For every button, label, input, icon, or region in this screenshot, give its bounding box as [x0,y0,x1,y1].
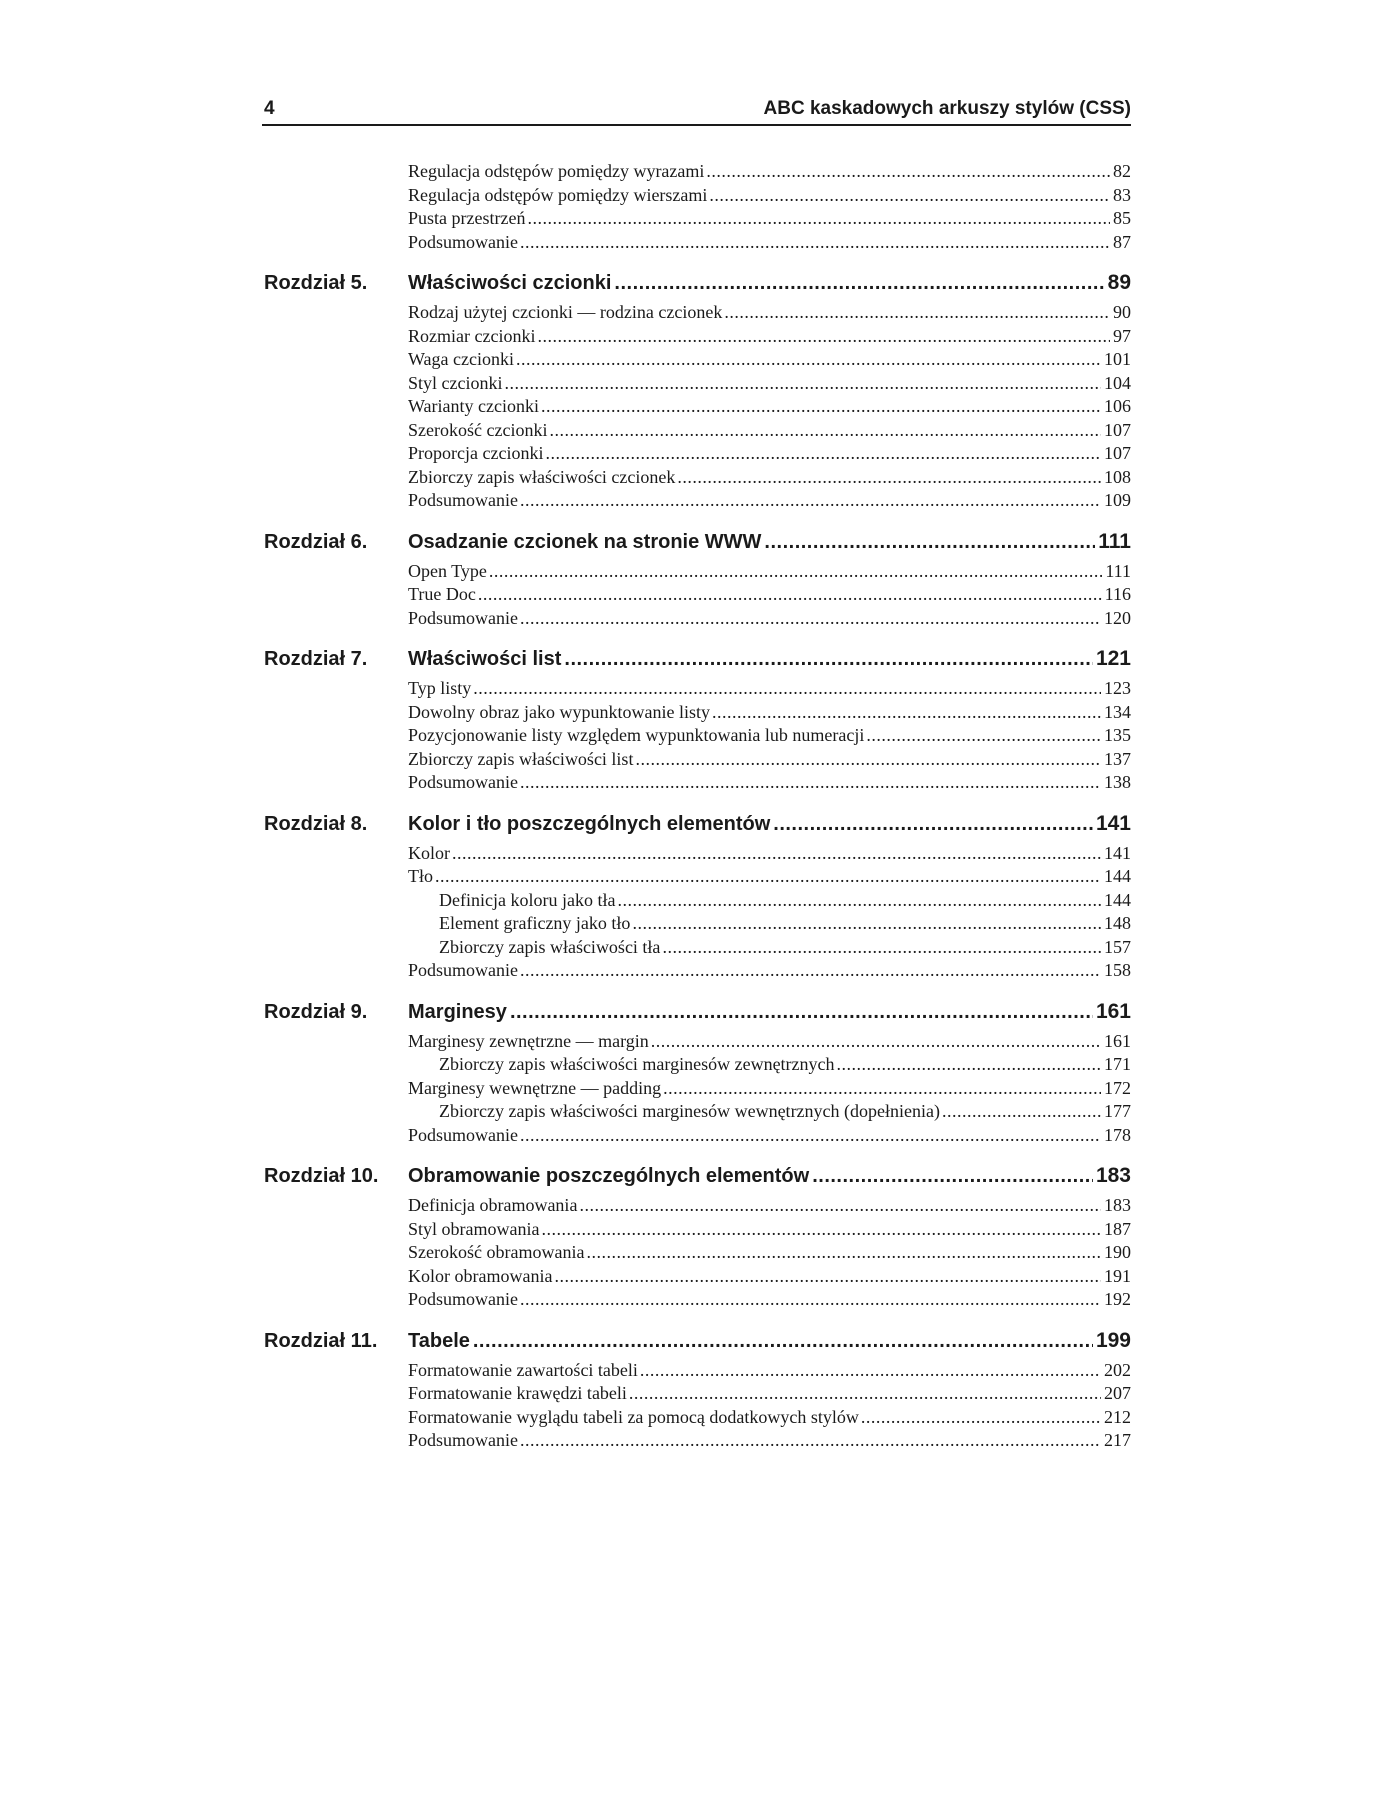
dot-leader [640,1359,1101,1383]
dot-leader [651,1030,1101,1054]
chapter-page-number: 161 [1095,999,1131,1023]
toc-entry [262,583,1131,607]
entry-page-number: 138 [1104,772,1131,792]
chapter-label: Rozdział 11. [264,1329,378,1352]
entry-title: Typ listy [408,678,472,698]
chapter-label: Rozdział 6. [264,530,368,553]
entry-title: Pusta przestrzeń [408,208,526,228]
entry-title: Zbiorczy zapis właściwości tła [439,936,661,957]
entry-page-number: 177 [1104,1101,1131,1121]
toc-subentry [262,1053,1131,1077]
entry-page-number: 104 [1104,372,1131,393]
entry-page-number: 171 [1104,1054,1131,1074]
dot-leader [617,889,1101,913]
toc-entry [262,1030,1131,1054]
entry-page-number: 172 [1104,1077,1131,1098]
chapter-title: Właściwości list [408,648,562,670]
dot-leader [549,419,1101,443]
dot-leader [942,1100,1101,1124]
entry-page-number: 161 [1104,1030,1131,1051]
dot-leader [866,724,1101,748]
entry-page-number: 101 [1104,349,1131,369]
dot-leader [473,677,1101,701]
chapter-label: Rozdział 9. [264,1000,368,1023]
dot-leader [541,395,1101,419]
entry-page-number: 141 [1104,842,1131,863]
entry-title: Podsumowanie [408,772,518,792]
entry-page-number: 111 [1105,560,1131,581]
entry-page-number: 157 [1104,936,1131,957]
toc-subentry [262,912,1131,936]
entry-title: Kolor obramowania [408,1265,553,1286]
dot-leader [478,583,1102,607]
dot-leader [724,301,1110,325]
toc-entry [262,1288,1131,1312]
entry-page-number: 192 [1104,1289,1131,1309]
dot-leader [489,560,1102,584]
dot-leader [677,466,1101,490]
dot-leader [662,936,1101,960]
entry-page-number: 134 [1104,701,1131,722]
dot-leader [764,527,1095,557]
entry-page-number: 191 [1104,1265,1131,1286]
dot-leader [435,865,1101,889]
dot-leader [520,489,1101,513]
entry-title: Podsumowanie [408,490,518,510]
entry-title: Pozycjonowanie listy względem wypunktowania lub numeracji [408,725,865,745]
page-header [262,96,1131,126]
entry-title: Warianty czcionki [408,396,539,416]
dot-leader [564,644,1093,674]
entry-title: Marginesy zewnętrzne — margin [408,1030,649,1051]
entry-title: Regulacja odstępów pomiędzy wyrazami [408,161,705,181]
toc-entry [262,160,1131,184]
entry-page-number: 212 [1104,1406,1131,1427]
entry-page-number: 108 [1104,466,1131,487]
entry-page-number: 190 [1104,1242,1131,1262]
toc-entry [262,1359,1131,1383]
chapter-label: Rozdział 10. [264,1165,379,1187]
entry-title: Formatowanie wyglądu tabeli za pomocą dodatkowych stylów [408,1406,859,1427]
dot-leader [510,997,1093,1027]
dot-leader [554,1265,1101,1289]
chapter-label: Rozdział 7. [264,648,368,670]
entry-title: Element graficzny jako tło [439,913,631,933]
toc-entry [262,489,1131,513]
chapter-title: Osadzanie czcionek na stronie WWW [408,530,762,553]
page-number: 4 [264,98,275,119]
entry-page-number: 83 [1113,184,1131,205]
entry-title: True Doc [408,584,476,604]
toc-entry [262,865,1131,889]
chapter-heading [262,644,1131,674]
entry-title: Regulacja odstępów pomiędzy wierszami [408,184,708,205]
entry-title: Zbiorczy zapis właściwości marginesów zewnętrznych [439,1054,835,1074]
dot-leader [520,959,1101,983]
toc-entry [262,1077,1131,1101]
chapter-page-number: 141 [1095,811,1131,835]
dot-leader [520,231,1110,255]
chapter-label: Rozdział 5. [264,272,368,294]
entry-title: Podsumowanie [408,231,518,252]
entry-page-number: 107 [1104,443,1131,463]
dot-leader [663,1077,1101,1101]
toc-entry [262,1124,1131,1148]
chapter-label: Rozdział 8. [264,812,368,835]
dot-leader [504,372,1101,396]
toc-entry [262,1265,1131,1289]
dot-leader [545,442,1101,466]
chapter-title: Marginesy [408,1000,507,1023]
toc-entry [262,325,1131,349]
toc-entry [262,207,1131,231]
chapter-heading [262,1161,1131,1191]
entry-title: Marginesy wewnętrzne — padding [408,1077,662,1098]
entry-page-number: 178 [1104,1124,1131,1145]
chapter-title: Obramowanie poszczególnych elementów [408,1165,810,1187]
dot-leader [861,1406,1101,1430]
toc-entry [262,959,1131,983]
dot-leader [541,1218,1101,1242]
entry-page-number: 158 [1104,960,1131,980]
entry-page-number: 207 [1104,1383,1131,1403]
entry-page-number: 106 [1104,396,1131,416]
entry-page-number: 107 [1104,419,1131,440]
toc-entry [262,301,1131,325]
entry-title: Szerokość czcionki [408,419,548,440]
chapter-heading [262,1326,1131,1356]
chapter-heading [262,268,1131,298]
entry-title: Szerokość obramowania [408,1242,585,1262]
entry-title: Podsumowanie [408,1124,518,1145]
chapter-page-number: 199 [1095,1328,1131,1352]
entry-page-number: 202 [1104,1359,1131,1380]
toc-entry [262,419,1131,443]
toc-entry [262,1382,1131,1406]
entry-title: Formatowanie zawartości tabeli [408,1359,638,1380]
toc-entry [262,372,1131,396]
entry-title: Rozmiar czcionki [408,325,536,346]
entry-title: Tło [408,866,433,886]
toc-entry [262,1406,1131,1430]
toc-entry [262,842,1131,866]
dot-leader [579,1194,1101,1218]
entry-page-number: 90 [1113,302,1131,322]
entry-page-number: 217 [1104,1430,1131,1450]
dot-leader [520,607,1101,631]
dot-leader [520,1124,1101,1148]
toc-entry [262,677,1131,701]
chapter-heading [262,527,1131,557]
dot-leader [520,771,1101,795]
dot-leader [516,348,1101,372]
chapter-page-number: 89 [1107,271,1131,294]
toc-entry [262,1241,1131,1265]
entry-title: Rodzaj użytej czcionki — rodzina czcionek [408,302,723,322]
toc-entry [262,771,1131,795]
dot-leader [773,809,1093,839]
toc-entry [262,466,1131,490]
dot-leader [632,912,1101,936]
dot-leader [520,1429,1101,1453]
chapter-heading [262,997,1131,1027]
entry-title: Podsumowanie [408,1430,518,1450]
entry-title: Podsumowanie [408,960,518,980]
dot-leader [837,1053,1101,1077]
entry-page-number: 183 [1104,1195,1131,1215]
dot-leader [635,748,1101,772]
book-title: ABC kaskadowych arkuszy stylów (CSS) [763,98,1131,119]
dot-leader [452,842,1101,866]
dot-leader [473,1326,1093,1356]
toc-entry [262,1194,1131,1218]
toc-entry [262,748,1131,772]
entry-title: Podsumowanie [408,607,518,628]
entry-title: Podsumowanie [408,1289,518,1309]
entry-title: Waga czcionki [408,349,514,369]
entry-title: Dowolny obraz jako wypunktowanie listy [408,701,710,722]
entry-page-number: 135 [1104,725,1131,745]
dot-leader [712,701,1101,725]
toc-subentry [262,889,1131,913]
toc-entry [262,1429,1131,1453]
chapter-title: Tabele [408,1329,470,1352]
chapter-page-number: 183 [1095,1164,1131,1187]
toc-entry [262,607,1131,631]
entry-page-number: 187 [1104,1218,1131,1239]
toc-entry [262,348,1131,372]
chapter-page-number: 111 [1098,529,1131,553]
entry-page-number: 144 [1104,866,1131,886]
toc-entry [262,1218,1131,1242]
entry-page-number: 109 [1104,490,1131,510]
toc-entry [262,701,1131,725]
toc-entry [262,231,1131,255]
entry-page-number: 85 [1113,208,1131,228]
chapter-page-number: 121 [1095,647,1131,670]
entry-page-number: 144 [1104,889,1131,910]
entry-page-number: 123 [1104,678,1131,698]
dot-leader [812,1161,1093,1191]
dot-leader [586,1241,1101,1265]
dot-leader [614,268,1104,298]
chapter-title: Właściwości czcionki [408,272,612,294]
entry-title: Kolor [408,842,450,863]
entry-title: Formatowanie krawędzi tabeli [408,1383,627,1403]
entry-title: Definicja obramowania [408,1195,578,1215]
toc-entry [262,560,1131,584]
table-of-contents [262,160,1131,1453]
entry-title: Zbiorczy zapis właściwości marginesów wewnętrznych (dopełnienia) [439,1101,940,1121]
chapter-title: Kolor i tło poszczególnych elementów [408,812,771,835]
entry-page-number: 82 [1113,161,1131,181]
dot-leader [709,184,1110,208]
entry-page-number: 148 [1104,913,1131,933]
entry-title: Proporcja czcionki [408,443,544,463]
toc-subentry [262,1100,1131,1124]
chapter-heading [262,809,1131,839]
toc-entry [262,395,1131,419]
entry-page-number: 97 [1113,325,1131,346]
entry-title: Styl czcionki [408,372,503,393]
dot-leader [629,1382,1101,1406]
toc-entry [262,442,1131,466]
entry-page-number: 120 [1104,607,1131,628]
entry-page-number: 87 [1113,231,1131,252]
entry-title: Definicja koloru jako tła [439,889,616,910]
entry-page-number: 137 [1104,748,1131,769]
dot-leader [527,207,1110,231]
entry-page-number: 116 [1104,584,1131,604]
entry-title: Zbiorczy zapis właściwości list [408,748,634,769]
toc-subentry [262,936,1131,960]
dot-leader [706,160,1110,184]
dot-leader [520,1288,1101,1312]
entry-title: Zbiorczy zapis właściwości czcionek [408,466,676,487]
dot-leader [537,325,1110,349]
entry-title: Open Type [408,560,487,581]
toc-entry [262,184,1131,208]
toc-entry [262,724,1131,748]
entry-title: Styl obramowania [408,1218,540,1239]
